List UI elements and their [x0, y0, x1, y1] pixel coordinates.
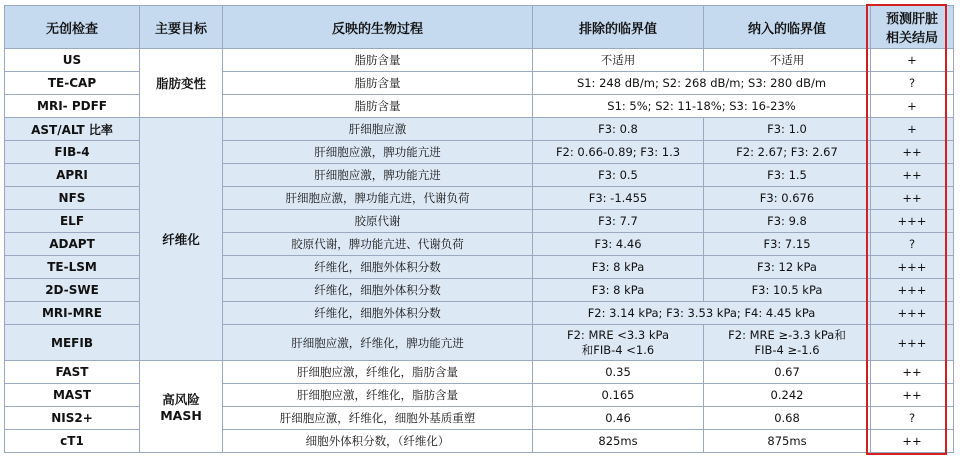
test-name: MRI- PDFF — [5, 95, 140, 118]
test-name: FIB-4 — [5, 141, 140, 164]
table-row — [5, 118, 954, 141]
noninvasive-tests-table — [4, 5, 954, 453]
test-name: MRI-MRE — [5, 302, 140, 325]
rule-in-line1: F2: MRE ≥-3.3 kPa和 — [728, 327, 846, 342]
process-cell: 纤维化，细胞外体积分数 — [223, 302, 533, 325]
outcome-cell: +++ — [871, 302, 954, 325]
process-cell: 肝细胞应激，纤维化，脂肪含量 — [223, 384, 533, 407]
rule-out-cell — [533, 325, 704, 361]
rule-out-line1: F2: MRE <3.3 kPa — [566, 327, 669, 342]
header-process: 反映的生物过程 — [223, 6, 533, 49]
header-row — [5, 6, 954, 49]
rule-out-cell: F2: 0.66-0.89; F3: 1.3 — [533, 141, 704, 164]
outcome-cell: + — [871, 118, 954, 141]
test-name: NFS — [5, 187, 140, 210]
header-outcome — [871, 6, 954, 49]
rule-in-cell: F3: 10.5 kPa — [704, 279, 871, 302]
header-test: 无创检查 — [5, 6, 140, 49]
threshold-merged-cell: F2: 3.14 kPa; F3: 3.53 kPa; F4: 4.45 kPa — [533, 302, 871, 325]
test-name: FAST — [5, 361, 140, 384]
test-name: MAST — [5, 384, 140, 407]
test-name: 2D-SWE — [5, 279, 140, 302]
test-name: MEFIB — [5, 325, 140, 361]
outcome-cell: + — [871, 95, 954, 118]
rule-out-cell: 825ms — [533, 430, 704, 453]
rule-out-cell: 0.46 — [533, 407, 704, 430]
rule-out-cell: F3: 0.8 — [533, 118, 704, 141]
rule-out-cell: 不适用 — [533, 49, 704, 72]
outcome-cell: ++ — [871, 384, 954, 407]
rule-out-cell: F3: -1.455 — [533, 187, 704, 210]
test-name: cT1 — [5, 430, 140, 453]
test-name: NIS2+ — [5, 407, 140, 430]
header-outcome-line2: 相关结局 — [885, 31, 938, 46]
category-steatosis: 脂肪变性 — [140, 49, 223, 118]
rule-in-cell: F3: 0.676 — [704, 187, 871, 210]
category-mash — [140, 361, 223, 453]
test-name: AST/ALT 比率 — [5, 118, 140, 141]
outcome-cell: + — [871, 49, 954, 72]
rule-in-cell: 875ms — [704, 430, 871, 453]
outcome-cell: ++ — [871, 361, 954, 384]
rule-out-cell: F3: 7.7 — [533, 210, 704, 233]
rule-in-cell: F3: 1.0 — [704, 118, 871, 141]
outcome-cell: +++ — [871, 210, 954, 233]
process-cell: 肝细胞应激 — [223, 118, 533, 141]
outcome-cell: ? — [871, 72, 954, 95]
test-name: ADAPT — [5, 233, 140, 256]
rule-in-line2: FIB-4 ≥-1.6 — [754, 342, 820, 357]
test-name: TE-CAP — [5, 72, 140, 95]
process-cell: 纤维化，细胞外体积分数 — [223, 279, 533, 302]
outcome-cell: ? — [871, 233, 954, 256]
test-name: US — [5, 49, 140, 72]
process-cell: 胶原代谢，脾功能亢进、代谢负荷 — [223, 233, 533, 256]
process-cell: 肝细胞应激，脾功能亢进 — [223, 141, 533, 164]
rule-in-cell: F3: 9.8 — [704, 210, 871, 233]
outcome-cell: ++ — [871, 164, 954, 187]
rule-in-cell: 0.242 — [704, 384, 871, 407]
process-cell: 脂肪含量 — [223, 95, 533, 118]
process-cell: 胶原代谢 — [223, 210, 533, 233]
process-cell: 肝细胞应激，脾功能亢进 — [223, 164, 533, 187]
process-cell: 肝细胞应激，纤维化，细胞外基质重塑 — [223, 407, 533, 430]
rule-in-cell: 不适用 — [704, 49, 871, 72]
process-cell: 肝细胞应激，纤维化，脂肪含量 — [223, 361, 533, 384]
header-rule-out: 排除的临界值 — [533, 6, 704, 49]
rule-in-cell: F2: 2.67; F3: 2.67 — [704, 141, 871, 164]
header-rule-in: 纳入的临界值 — [704, 6, 871, 49]
rule-out-cell: 0.35 — [533, 361, 704, 384]
outcome-cell: ++ — [871, 187, 954, 210]
header-target: 主要目标 — [140, 6, 223, 49]
outcome-cell: +++ — [871, 325, 954, 361]
category-mash-line2: MASH — [160, 408, 202, 423]
outcome-cell: ++ — [871, 141, 954, 164]
threshold-merged-cell: S1: 5%; S2: 11-18%; S3: 16-23% — [533, 95, 871, 118]
rule-in-cell: 0.67 — [704, 361, 871, 384]
threshold-merged-cell: S1: 248 dB/m; S2: 268 dB/m; S3: 280 dB/m — [533, 72, 871, 95]
category-mash-line1: 高风险 — [162, 392, 200, 407]
rule-in-cell: F3: 7.15 — [704, 233, 871, 256]
process-cell: 纤维化，细胞外体积分数 — [223, 256, 533, 279]
test-name: TE-LSM — [5, 256, 140, 279]
outcome-cell: ++ — [871, 430, 954, 453]
process-cell: 细胞外体积分数，（纤维化） — [223, 430, 533, 453]
test-name: APRI — [5, 164, 140, 187]
outcome-cell: ? — [871, 407, 954, 430]
rule-in-cell: F3: 12 kPa — [704, 256, 871, 279]
rule-out-cell: F3: 8 kPa — [533, 279, 704, 302]
rule-out-cell: F3: 4.46 — [533, 233, 704, 256]
process-cell: 脂肪含量 — [223, 72, 533, 95]
rule-in-cell: F3: 1.5 — [704, 164, 871, 187]
category-fibrosis: 纤维化 — [140, 118, 223, 361]
rule-in-cell: 0.68 — [704, 407, 871, 430]
process-cell: 脂肪含量 — [223, 49, 533, 72]
rule-out-cell: 0.165 — [533, 384, 704, 407]
rule-out-line2: 和FIB-4 <1.6 — [581, 342, 655, 357]
test-name: ELF — [5, 210, 140, 233]
table-row — [5, 49, 954, 72]
outcome-cell: +++ — [871, 256, 954, 279]
rule-out-cell: F3: 8 kPa — [533, 256, 704, 279]
header-outcome-line1: 预测肝脏 — [885, 12, 938, 27]
table-row — [5, 361, 954, 384]
outcome-cell: +++ — [871, 279, 954, 302]
process-cell: 肝细胞应激，脾功能亢进，代谢负荷 — [223, 187, 533, 210]
rule-out-cell: F3: 0.5 — [533, 164, 704, 187]
process-cell: 肝细胞应激，纤维化，脾功能亢进 — [223, 325, 533, 361]
rule-in-cell — [704, 325, 871, 361]
